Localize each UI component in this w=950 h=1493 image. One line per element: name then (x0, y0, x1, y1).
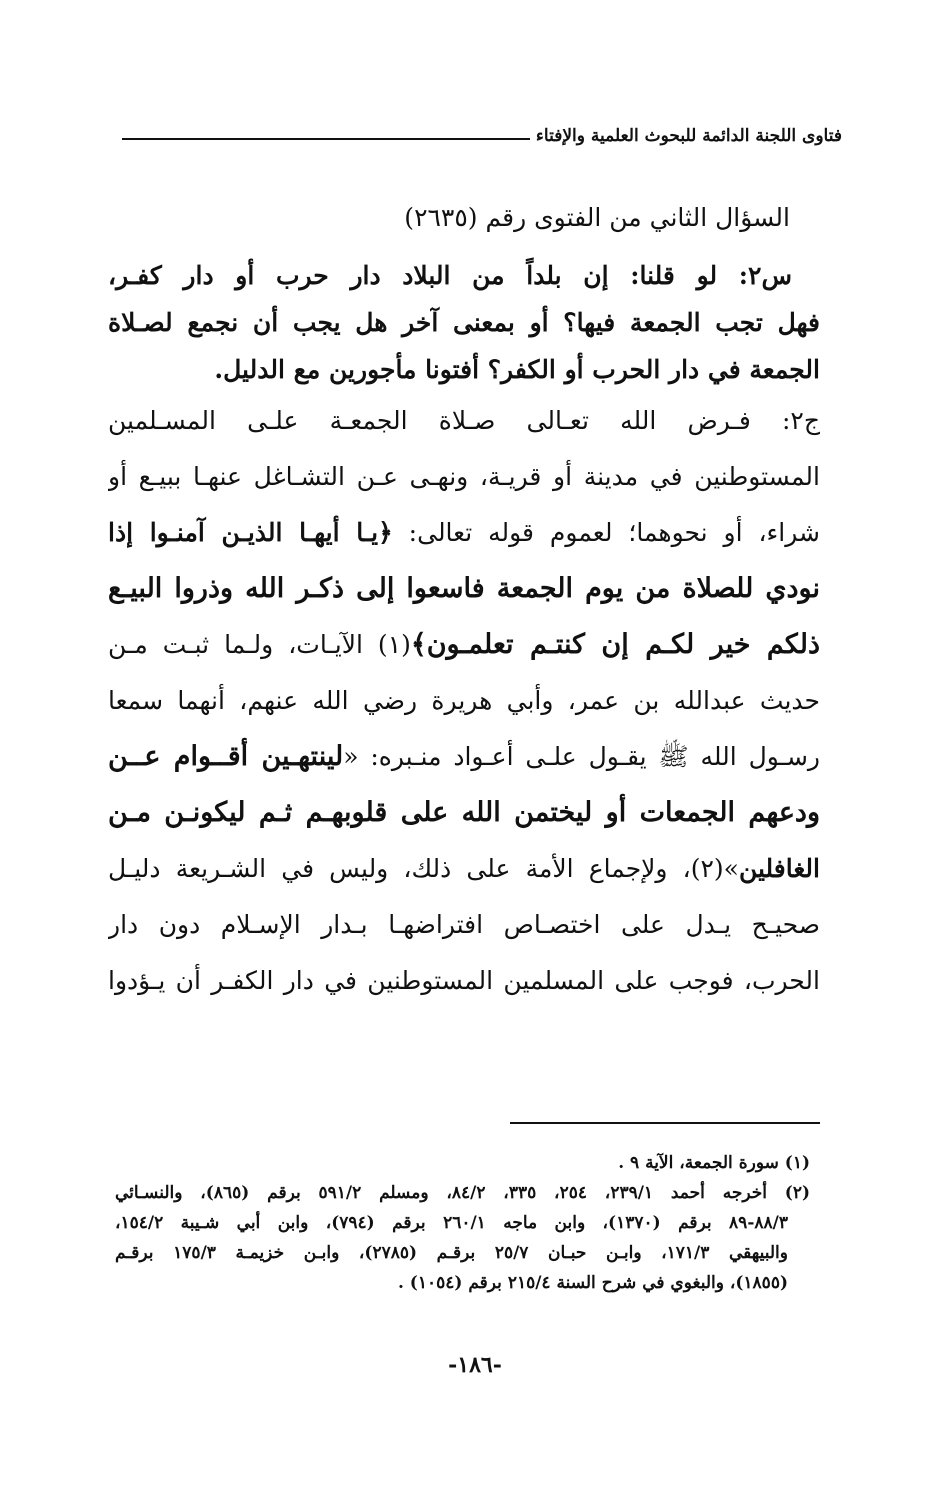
answer-line (108, 729, 820, 785)
footnote-line: (٢) أخرجه أحمد ٢٣٩/١، ٢٥٤، ٣٣٥، ٨٤/٢، ومسلم ٥٩١/٢ برقم (٨٦٥)، والنسـائي (115, 1183, 810, 1203)
question-heading: السؤال الثاني من الفتوى رقم (٢٦٣٥) (404, 203, 790, 232)
question-line: الجمعة في دار الحرب أو الكفر؟ أفتونا مأجورين مع الدليل. (214, 355, 820, 384)
footnote-line: (١٨٥٥)، والبغوي في شرح السنة ٢١٥/٤ برقم (١٠٥٤) . (397, 1273, 788, 1293)
footnote-1 (115, 1148, 810, 1178)
footnote-rule (510, 1122, 820, 1124)
answer-text: شراء، أو نحوهما؛ لعموم قوله تعالى: (392, 518, 820, 547)
answer-line (108, 617, 820, 673)
page-number: -١٨٦- (448, 1352, 502, 1378)
quran-quote: ﴿يـا أيهـا الذيـن آمنـوا إذا (108, 518, 393, 547)
answer-text: رسـول الله ﷺ يقـول علـى أعـواد منـبره: « (343, 742, 820, 771)
footnote-line: ٨٨/٣-٨٩ برقم (١٣٧٠)، وابن ماجه ٢٦٠/١ برقم (٧٩٤)، وابن أبي شـيبة ١٥٤/٢، (115, 1213, 788, 1233)
footnotes (115, 1148, 810, 1298)
question-line: فهل تجب الجمعة فيها؟ أو بمعنى آخر هل يجب أن نجمع لصـلاة (108, 308, 820, 337)
answer-line (108, 505, 820, 561)
answer-block (108, 393, 820, 1009)
question-block (108, 252, 820, 393)
footnote-line: والبيهقي ١٧١/٣، وابـن حبـان ٢٥/٧ برقـم (٢٧٨٥)، وابـن خزيمـة ١٧٥/٣ برقـم (115, 1243, 788, 1263)
quran-quote-line: نودي للصلاة من يوم الجمعة فاسعوا إلى ذكـر الله وذروا البيـع (108, 573, 820, 604)
header-title: فتاوى اللجنة الدائمة للبحوث العلمية والإفتاء (535, 126, 842, 146)
answer-line: الحرب، فوجب على المسلمين المستوطنين في دار الكفـر أن يـؤدوا (108, 966, 820, 995)
hadith-quote: لينتهـين أقــوام عــن (108, 741, 344, 772)
quran-quote: ذلكم خير لكـم إن كنتـم تعلمـون﴾ (410, 629, 820, 660)
answer-line: حديث عبدالله بن عمر، وأبي هريرة رضي الله عنهم، أنهما سمعا (108, 686, 820, 715)
answer-text: »(٢)، ولإجماع الأمة على ذلك، وليس في الشـريعة دليـل (108, 854, 739, 883)
hadith-quote-line: ودعهم الجمعات أو ليختمن الله على قلوبهـم ثـم ليكونـن مـن (108, 797, 820, 828)
answer-line: ج٢: فـرض الله تعـالى صـلاة الجمعـة علـى المسـلمين (108, 406, 820, 435)
header-rule (122, 138, 530, 140)
main-text (108, 188, 820, 1009)
running-header (122, 126, 842, 146)
answer-text: (١) الآيـات، ولـما ثبـت مـن (108, 630, 411, 659)
question-line: س٢: لو قلنا: إن بلداً من البلاد دار حرب أو دار كفـر، (108, 261, 792, 290)
footnote-2 (115, 1178, 810, 1298)
answer-line (108, 841, 820, 897)
answer-line: المستوطنين في مدينة أو قريـة، ونهـى عـن التشـاغل عنهـا ببيـع أو (108, 462, 820, 491)
hadith-quote: الغافلين (738, 854, 820, 883)
footnote-line: (١) سورة الجمعة، الآية ٩ . (618, 1153, 810, 1173)
answer-line: صحيـح يـدل على اختصـاص افتراضهـا بـدار الإسـلام دون دار (108, 910, 820, 939)
